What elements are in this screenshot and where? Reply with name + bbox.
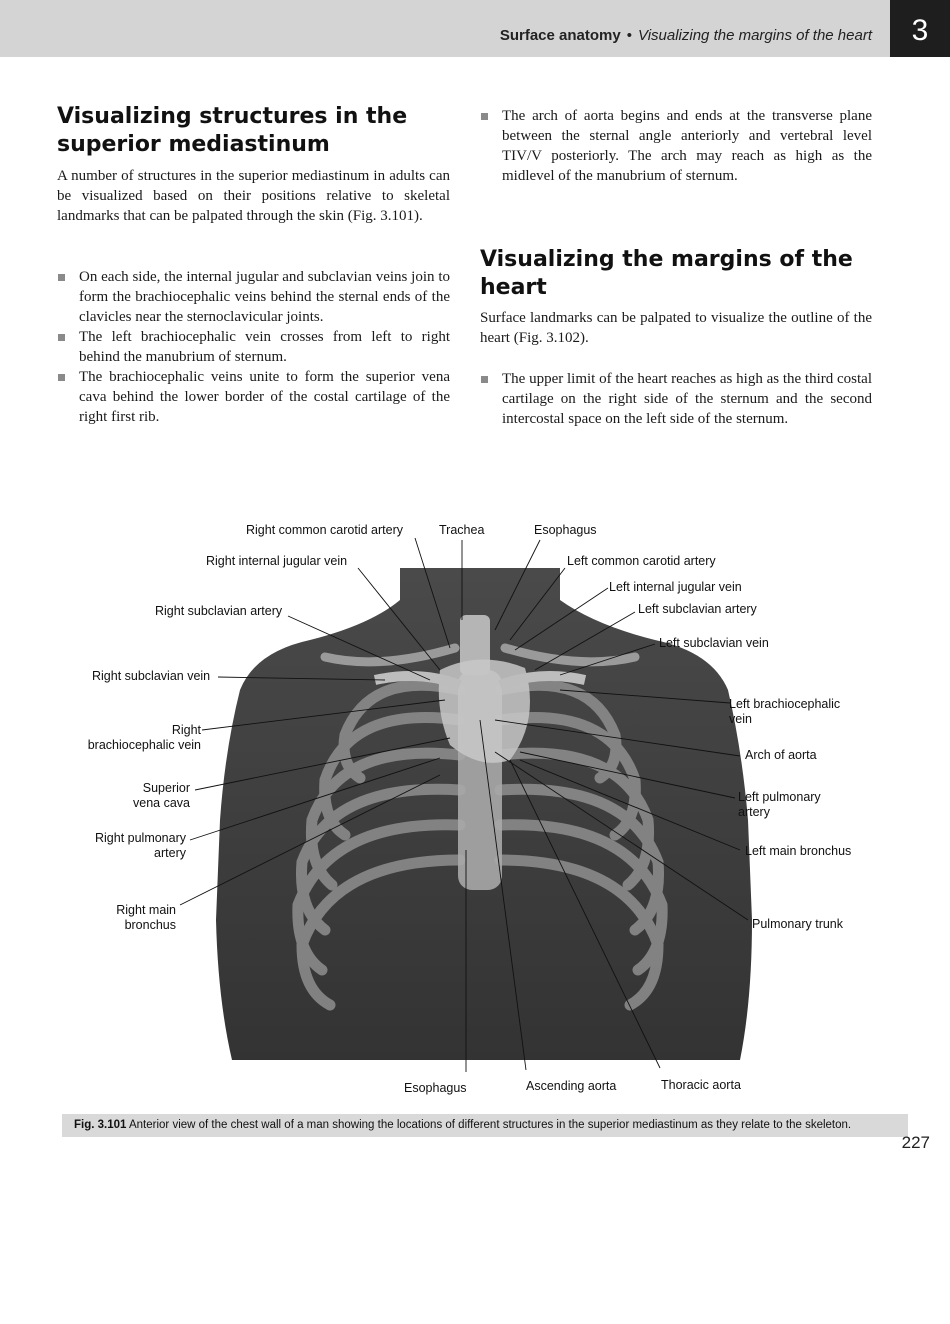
label-ascending-aorta: Ascending aorta	[526, 1079, 617, 1093]
label-line: Right main	[116, 903, 176, 917]
label-line: Left pulmonary	[738, 790, 821, 804]
label-left-brachiocephalic-vein	[729, 697, 840, 727]
label-line: artery	[738, 805, 770, 819]
label-esophagus-top: Esophagus	[534, 523, 597, 537]
label-line: Superior	[142, 781, 190, 795]
paragraph-intro-heart: Surface landmarks can be palpated to visualize the outline of the heart (Fig. 3.102).	[480, 310, 872, 346]
label-left-internal-jugular-vein: Left internal jugular vein	[609, 580, 742, 594]
caption-label: Fig. 3.101	[74, 1119, 127, 1131]
header-section: Surface anatomy	[499, 27, 621, 44]
list-item: The arch of aorta begins and ends at the transverse plane between the sternal angle anteriorly and vertebral level TIV/V posteriorly. The arch may reach as high as the midlevel of the manubrium of sternum.	[480, 106, 872, 186]
label-line: artery	[154, 846, 186, 860]
label-right-internal-jugular-vein: Right internal jugular vein	[206, 554, 348, 568]
paragraph-intro-mediastinum: A number of structures in the superior mediastinum in adults can be visualized based on their positions relative to skeletal landmarks that can be palpated through the skin (Fig. 3.101).	[57, 168, 450, 224]
label-left-subclavian-vein: Left subclavian vein	[659, 636, 769, 650]
header-separator: •	[626, 27, 632, 44]
label-right-common-carotid-artery: Right common carotid artery	[246, 523, 404, 537]
label-superior-vena-cava	[80, 781, 190, 811]
list-item: The left brachiocephalic vein crosses from left to right behind the manubrium of sternum.	[57, 327, 450, 367]
label-line: vein	[729, 712, 752, 726]
label-left-common-carotid-artery: Left common carotid artery	[567, 554, 716, 568]
label-right-subclavian-vein: Right subclavian vein	[92, 669, 211, 683]
bullet-list-mediastinum	[57, 267, 450, 427]
running-header	[0, 0, 950, 57]
label-esophagus-bottom: Esophagus	[404, 1081, 467, 1095]
label-arch-of-aorta: Arch of aorta	[745, 748, 817, 762]
label-pulmonary-trunk: Pulmonary trunk	[752, 917, 844, 931]
label-thoracic-aorta: Thoracic aorta	[661, 1078, 741, 1092]
running-header-text	[500, 27, 872, 44]
label-right-brachiocephalic-vein	[81, 723, 201, 753]
heading-margins-of-heart: Visualizing the margins of the heart	[480, 247, 853, 300]
page-number: 227	[901, 1133, 930, 1152]
label-left-subclavian-artery: Left subclavian artery	[638, 602, 757, 616]
label-line: Right pulmonary	[94, 831, 186, 845]
bullet-list-arch	[480, 106, 872, 186]
label-left-pulmonary-artery	[738, 790, 821, 820]
label-line: vena cava	[133, 796, 190, 810]
label-line: brachiocephalic vein	[87, 738, 201, 752]
label-right-pulmonary-artery	[70, 831, 186, 861]
label-right-main-bronchus	[70, 903, 176, 933]
header-subsection: Visualizing the margins of the heart	[637, 27, 872, 44]
label-left-main-bronchus: Left main bronchus	[745, 844, 852, 858]
label-line: Right	[171, 723, 201, 737]
caption-text: Anterior view of the chest wall of a man showing the locations of different structures in the superior mediastinum as they relate to the skeleton.	[128, 1119, 852, 1131]
label-right-subclavian-artery: Right subclavian artery	[155, 604, 283, 618]
bullet-list-heart	[480, 369, 872, 429]
figure-caption	[62, 1114, 908, 1137]
label-line: bronchus	[124, 918, 176, 932]
label-line: Left brachiocephalic	[729, 697, 841, 711]
chapter-number-tab: 3	[890, 0, 950, 57]
list-item: On each side, the internal jugular and subclavian veins join to form the brachiocephalic veins behind the sternal ends of the clavicles near the sternoclavicular joints.	[57, 267, 450, 327]
label-trachea: Trachea	[439, 523, 485, 537]
list-item: The brachiocephalic veins unite to form the superior vena cava behind the lower border of the costal cartilage of the right first rib.	[57, 367, 450, 427]
figure-3-101	[40, 520, 920, 1100]
heading-superior-mediastinum: Visualizing structures in the superior mediastinum	[57, 104, 408, 157]
list-item: The upper limit of the heart reaches as high as the third costal cartilage on the right side of the sternum and the second intercostal space on the left side of the sternum.	[480, 369, 872, 429]
